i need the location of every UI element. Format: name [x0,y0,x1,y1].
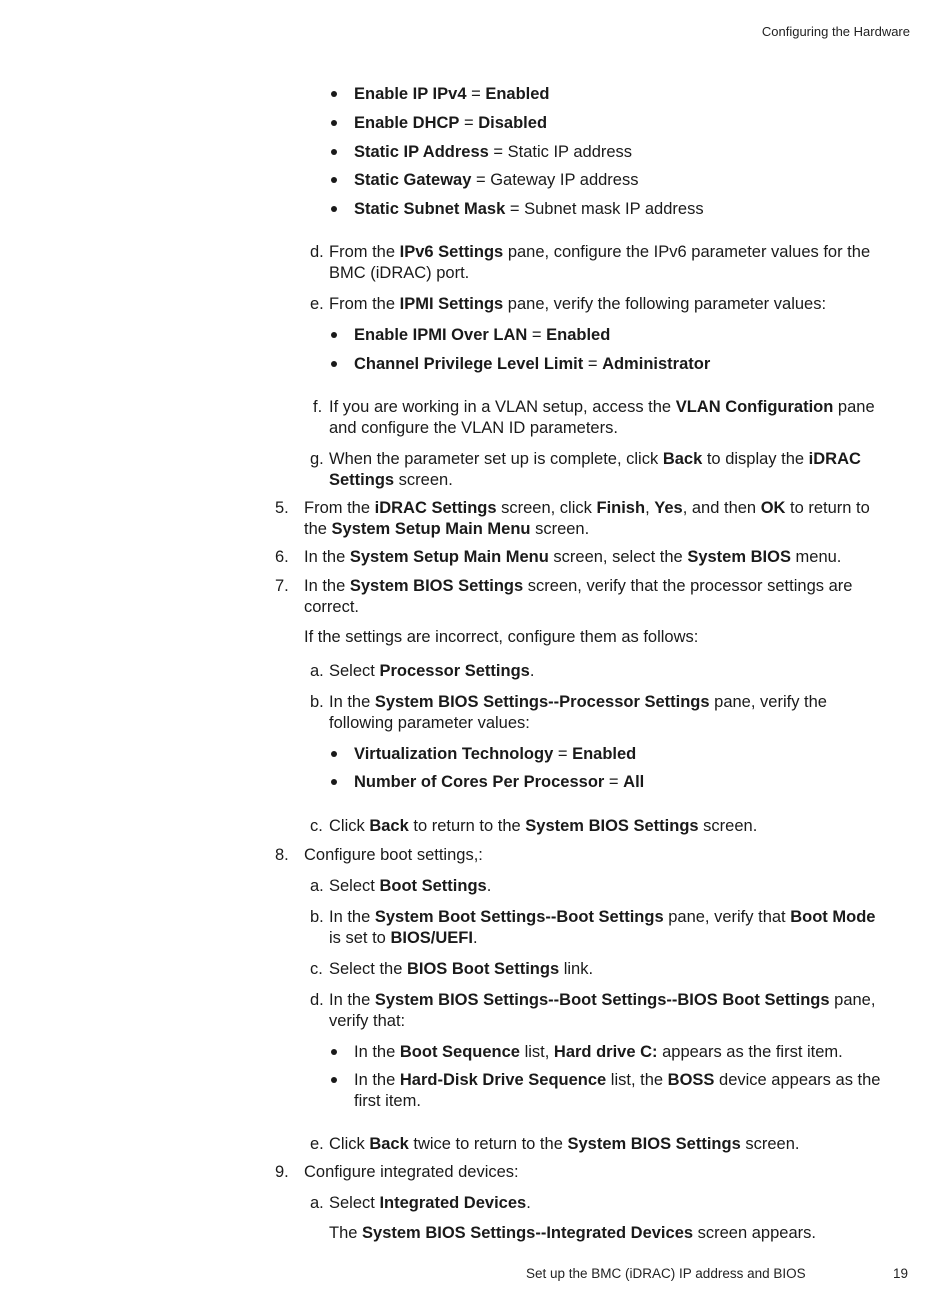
page-number: 19 [893,1266,909,1281]
step-text: the System Setup Main Menu screen. [304,520,590,538]
bullet [331,1077,337,1083]
step-marker: d. [310,991,324,1009]
list-item: Enable IPMI Over LAN = Enabled [354,326,611,344]
bullet [331,177,337,183]
step-marker: 5. [275,499,289,517]
step-text: BMC (iDRAC) port. [329,264,470,282]
step-text: Configure boot settings,: [304,846,483,864]
step-text: In the System Boot Settings--Boot Settings pane, verify that Boot Mode [329,908,876,926]
step-text: Select the BIOS Boot Settings link. [329,960,594,978]
bullet [331,91,337,97]
bullet [331,149,337,155]
step-marker: a. [310,662,324,680]
step-marker: 7. [275,577,289,595]
bullet [331,1049,337,1055]
running-footer: Set up the BMC (iDRAC) IP address and BIOS [526,1266,806,1281]
step-text: Configure integrated devices: [304,1163,519,1181]
step-text: In the System BIOS Settings screen, verify that the processor settings are [304,577,853,595]
step-marker: 6. [275,548,289,566]
step-text: In the System BIOS Settings--Boot Settings--BIOS Boot Settings pane, [329,991,876,1009]
step-marker: a. [310,1194,324,1212]
bullet [331,120,337,126]
list-item: Static Gateway = Gateway IP address [354,171,639,189]
list-item: Virtualization Technology = Enabled [354,745,637,763]
step-text: Select Integrated Devices. [329,1194,531,1212]
list-item: Number of Cores Per Processor = All [354,773,645,791]
list-item: Enable DHCP = Disabled [354,114,548,132]
step-marker: c. [310,960,323,978]
step-text: The System BIOS Settings--Integrated Devices screen appears. [329,1224,816,1242]
step-text: In the System BIOS Settings--Processor Settings pane, verify the [329,693,827,711]
bullet [331,751,337,757]
step-text: When the parameter set up is complete, click Back to display the iDRAC [329,450,861,468]
step-text: correct. [304,598,360,616]
running-header: Configuring the Hardware [761,24,910,39]
step-text: From the iDRAC Settings screen, click Finish, Yes, and then OK to return to [304,499,870,517]
step-text: Select Boot Settings. [329,877,492,895]
step-text: From the IPMI Settings pane, verify the following parameter values: [329,295,827,313]
step-marker: a. [310,877,324,895]
bullet [331,332,337,338]
list-item: Static IP Address = Static IP address [354,143,633,161]
step-text: From the IPv6 Settings pane, configure the IPv6 parameter values for the [329,243,871,261]
bullet [331,206,337,212]
step-text: is set to BIOS/UEFI. [329,929,478,947]
step-marker: e. [310,295,324,313]
step-text: In the System Setup Main Menu screen, select the System BIOS menu. [304,548,842,566]
step-text: Click Back twice to return to the System BIOS Settings screen. [329,1135,800,1153]
step-marker: b. [310,908,324,926]
step-marker: f. [313,398,323,416]
bullet [331,361,337,367]
step-note: If the settings are incorrect, configure them as follows: [304,628,699,646]
step-text: Settings screen. [329,471,453,489]
list-item: Enable IP IPv4 = Enabled [354,85,550,103]
bullet [331,779,337,785]
step-text: and configure the VLAN ID parameters. [329,419,618,437]
step-text: Select Processor Settings. [329,662,535,680]
step-marker: g. [310,450,324,468]
step-text: If you are working in a VLAN setup, access the VLAN Configuration pane [329,398,875,416]
list-item: first item. [354,1092,421,1110]
step-marker: d. [310,243,324,261]
step-text: Click Back to return to the System BIOS Settings screen. [329,817,758,835]
list-item: Static Subnet Mask = Subnet mask IP address [354,200,704,218]
step-marker: 9. [275,1163,289,1181]
step-marker: b. [310,693,324,711]
step-marker: 8. [275,846,289,864]
step-marker: e. [310,1135,324,1153]
list-item: In the Hard-Disk Drive Sequence list, the BOSS device appears as the [354,1071,881,1089]
step-text: following parameter values: [329,714,530,732]
list-item: Channel Privilege Level Limit = Administrator [354,355,711,373]
step-marker: c. [310,817,323,835]
list-item: In the Boot Sequence list, Hard drive C: appears as the first item. [354,1043,843,1061]
step-text: verify that: [329,1012,406,1030]
